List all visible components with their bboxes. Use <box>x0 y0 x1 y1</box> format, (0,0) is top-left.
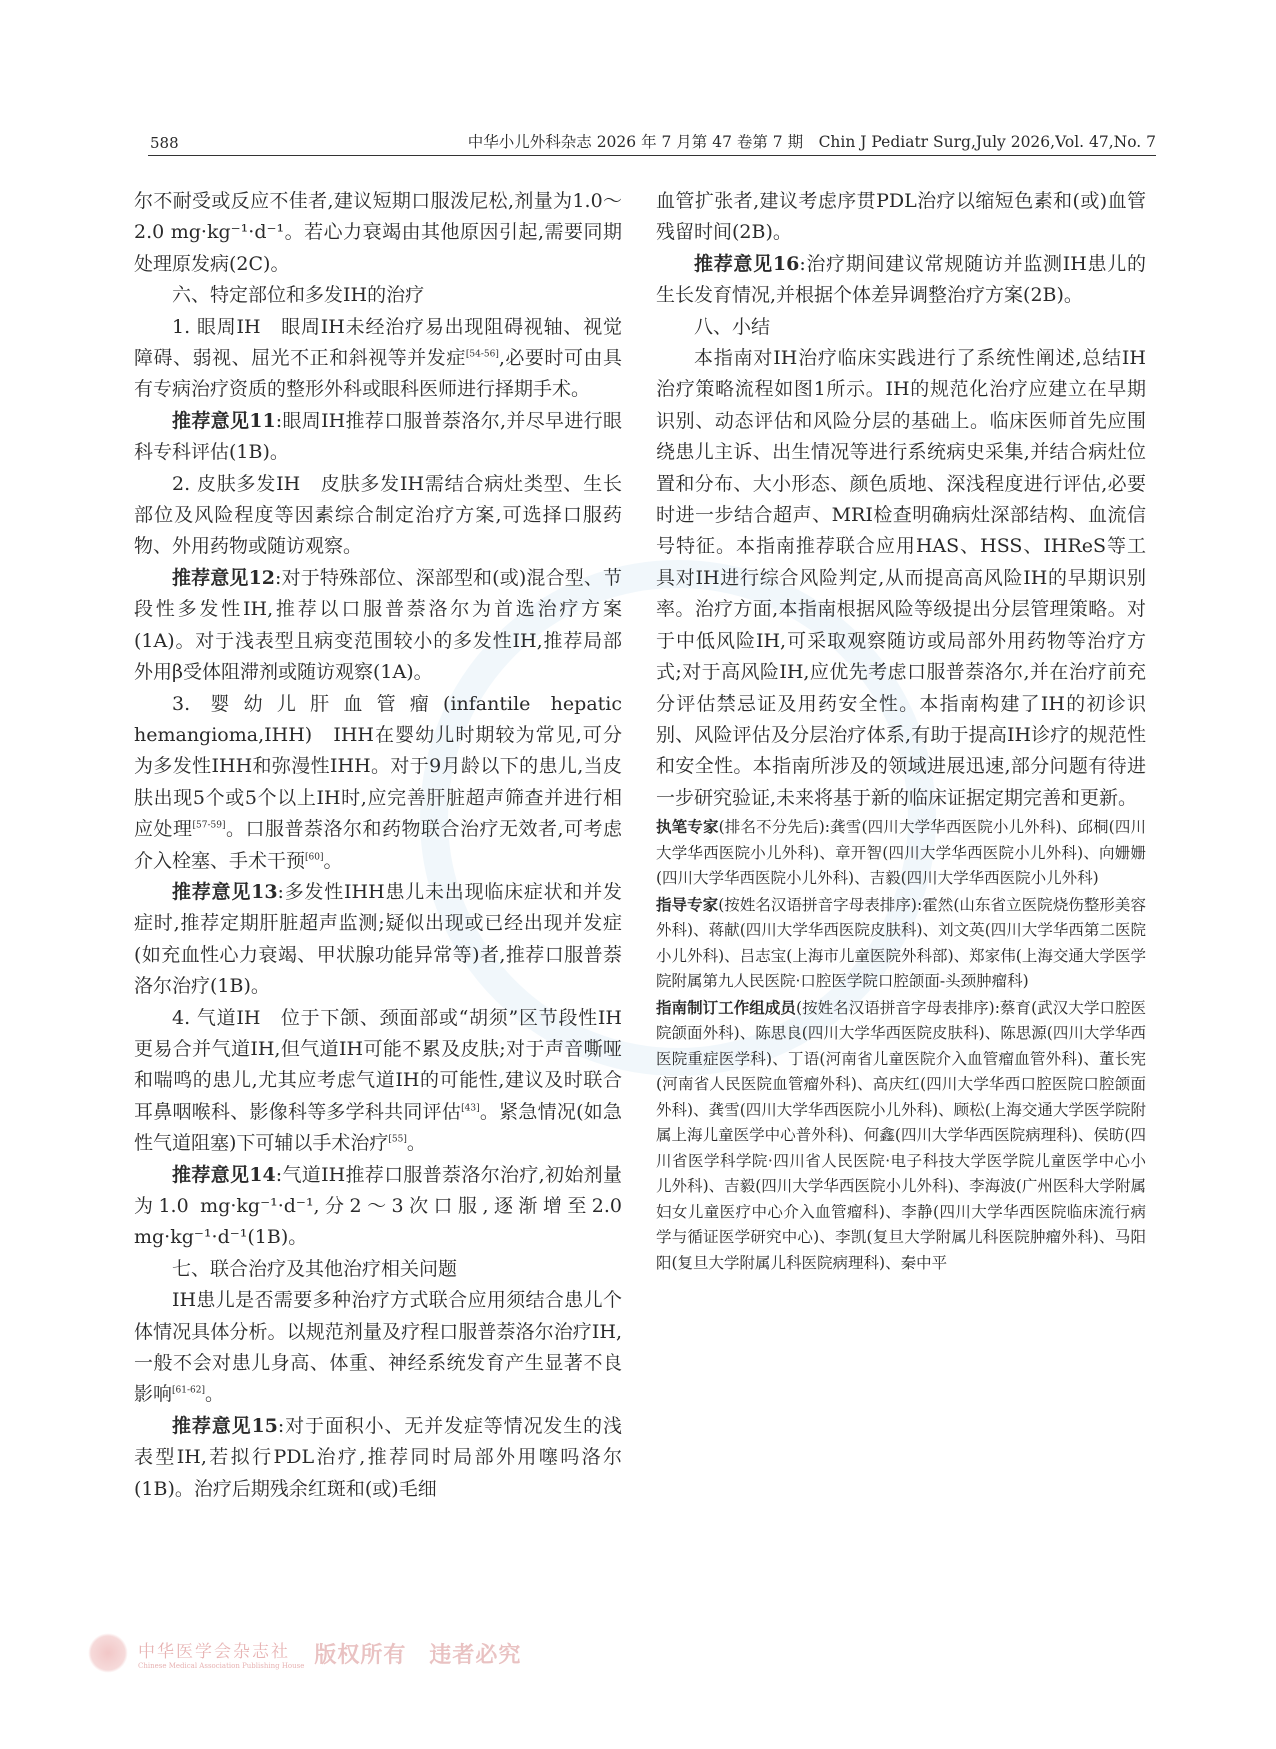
copyright-stamp: 版权所有 违者必究 <box>314 1641 522 1668</box>
citation: [43] <box>461 1103 480 1114</box>
credits-advisors: 指导专家(按姓名汉语拼音字母表排序):霍然(山东省立医院烧伤整形美容外科)、蒋献(四川大学华西医院皮肤科)、刘文英(四川大学华西第二医院小儿外科)、吕志宝(上海市儿童医院外科部)、郑家伟(上海交通大学医学院附属第九人民医院·口腔医学院口腔颌面-头颈肿瘤科) <box>656 894 1146 991</box>
right-column <box>656 186 1146 1276</box>
recommendation: 推荐意见14:气道IH推荐口服普萘洛尔治疗,初始剂量为1.0 mg·kg⁻¹·d⁻¹,分2～3次口服,逐渐增至2.0 mg·kg⁻¹·d⁻¹(1B)。 <box>134 1163 622 1249</box>
publisher-logo <box>88 1633 521 1673</box>
recommendation: 推荐意见11:眼周IH推荐口服普萘洛尔,并尽早进行眼科专科评估(1B)。 <box>134 409 622 464</box>
paragraph: 本指南对IH治疗临床实践进行了系统性阐述,总结IH治疗策略流程如图1所示。IH的规范化治疗应建立在早期识别、动态评估和风险分层的基础上。临床医师首先应围绕患儿主诉、出生情况等进行系统病史采集,并结合病灶位置和分布、大小形态、颜色质地、深浅程度进行评估,必要时进一步结合超声、MRI检查明确病灶深部结构、血流信号特征。本指南推荐联合应用HAS、HSS、IHReS等工具对IH进行综合风险判定,从而提高高风险IH的早期识别率。治疗方面,本指南根据风险等级提出分层管理策略。对于中低风险IH,可采取观察随访或局部外用药物等治疗方式;对于高风险IH,应优先考虑口服普萘洛尔,并在治疗前充分评估禁忌证及用药安全性。本指南构建了IH的初诊识别、风险评估及分层治疗体系,有助于提高IH诊疗的规范性和安全性。本指南所涉及的领域进展迅速,部分问题有待进一步研究验证,未来将基于新的临床证据定期完善和更新。 <box>656 347 1146 809</box>
publisher-name: 中华医学会杂志社 <box>138 1641 290 1662</box>
citation: [55] <box>388 1134 407 1145</box>
paragraph: 2. 皮肤多发IH 皮肤多发IH需结合病灶类型、生长部位及风险程度等因素综合制定治疗方案,可选择口服药物、外用药物或随访观察。 <box>134 472 622 558</box>
section-heading: 八、小结 <box>694 315 771 338</box>
credits-working-group: 指南制订工作组成员(按姓名汉语拼音字母表排序):蔡育(武汉大学口腔医院颌面外科)、陈思良(四川大学华西医院皮肤科)、陈思源(四川大学华西医院重症医学科)、丁语(河南省儿童医院介入血管瘤血管外科)、董长宪(河南省人民医院血管瘤外科)、高庆红(四川大学华西口腔医院口腔颌面外科)、龚雪(四川大学华西医院小儿外科)、顾松(上海交通大学医学院附属上海儿童医学中心普外科)、何鑫(四川大学华西医院病理科)、侯昉(四川省医学科学院·四川省人民医院·电子科技大学医学院儿童医学中心小儿外科)、吉毅(四川大学华西医院小儿外科)、李海波(广州医科大学附属妇女儿童医疗中心介入血管瘤科)、李静(四川大学华西医院临床流行病学与循证医学研究中心)、李凯(复旦大学附属儿科医院肿瘤外科)、马阳阳(复旦大学附属儿科医院病理科)、秦中平 <box>656 997 1146 1272</box>
recommendation: 推荐意见16:治疗期间建议常规随访并监测IH患儿的生长发育情况,并根据个体差异调整治疗方案(2B)。 <box>656 252 1146 307</box>
citation: [61-62] <box>172 1386 205 1397</box>
credits-authors: 执笔专家(排名不分先后):龚雪(四川大学华西医院小儿外科)、邱桐(四川大学华西医院小儿外科)、章开智(四川大学华西医院小儿外科)、向姗姗(四川大学华西医院小儿外科)、吉毅(四川大学华西医院小儿外科) <box>656 817 1146 888</box>
paragraph: 血管扩张者,建议考虑序贯PDL治疗以缩短色素和(或)血管残留时间(2B)。 <box>656 190 1146 244</box>
paragraph: 4. 气道IH 位于下颌、颈面部或“胡须”区节段性IH更易合并气道IH,但气道IH可能不累及皮肤;对于声音嘶哑和喘鸣的患儿,尤其应考虑气道IH的可能性,建议及时联合耳鼻咽喉科、影像科等多学科共同评估[43]。紧急情况(如急性气道阻塞)下可辅以手术治疗[55]。 <box>134 1006 622 1155</box>
recommendation: 推荐意见13:多发性IHH患儿未出现临床症状和并发症时,推荐定期肝脏超声监测;疑似出现或已经出现并发症(如充血性心力衰竭、甲状腺功能异常等)者,推荐口服普萘洛尔治疗(1B)。 <box>134 880 622 998</box>
publisher-name-en: Chinese Medical Association Publishing House <box>138 1661 305 1670</box>
citation: [54-56] <box>465 349 499 360</box>
running-head: 中华小儿外科杂志 2026 年 7 月第 47 卷第 7 期 Chin J Pediatr Surg,July 2026,Vol. 47,No. 7 <box>467 133 1156 151</box>
flower-icon <box>88 1633 128 1673</box>
citation: [60] <box>305 852 324 863</box>
paragraph: 3. 婴幼儿肝血管瘤(infantile hepatic hemangioma,IHH) IHH在婴幼儿时期较为常见,可分为多发性IHH和弥漫性IHH。对于9月龄以下的患儿,当皮肤出现5个或5个以上IH时,应完善肝脏超声筛查并进行相应处理[57-59]。口服普萘洛尔和药物联合治疗无效者,可考虑介入栓塞、手术干预[60]。 <box>134 692 622 872</box>
paragraph: 1. 眼周IH 眼周IH未经治疗易出现阻碍视轴、视觉障碍、弱视、屈光不正和斜视等并发症[54-56],必要时可由具有专病治疗资质的整形外科或眼科医师进行择期手术。 <box>134 315 622 401</box>
recommendation: 推荐意见12:对于特殊部位、深部型和(或)混合型、节段性多发性IH,推荐以口服普萘洛尔为首选治疗方案(1A)。对于浅表型且病变范围较小的多发性IH,推荐局部外用β受体阻滞剂或随访观察(1A)。 <box>134 566 622 684</box>
section-heading: 六、特定部位和多发IH的治疗 <box>172 284 425 307</box>
left-column <box>134 186 622 1505</box>
header-rule <box>148 155 1156 156</box>
section-heading: 七、联合治疗及其他治疗相关问题 <box>172 1257 458 1280</box>
page-number: 588 <box>150 134 179 152</box>
citation: [57-59] <box>192 820 226 831</box>
paragraph: IH患儿是否需要多种治疗方式联合应用须结合患儿个体情况具体分析。以规范剂量及疗程口服普萘洛尔治疗IH,一般不会对患儿身高、体重、神经系统发育产生显著不良影响[61-62]。 <box>134 1289 622 1406</box>
recommendation: 推荐意见15:对于面积小、无并发症等情况发生的浅表型IH,若拟行PDL治疗,推荐同时局部外用噻吗洛尔(1B)。治疗后期残余红斑和(或)毛细 <box>134 1414 622 1500</box>
paragraph: 尔不耐受或反应不佳者,建议短期口服泼尼松,剂量为1.0～2.0 mg·kg⁻¹·d⁻¹。若心力衰竭由其他原因引起,需要同期处理原发病(2C)。 <box>134 190 622 275</box>
